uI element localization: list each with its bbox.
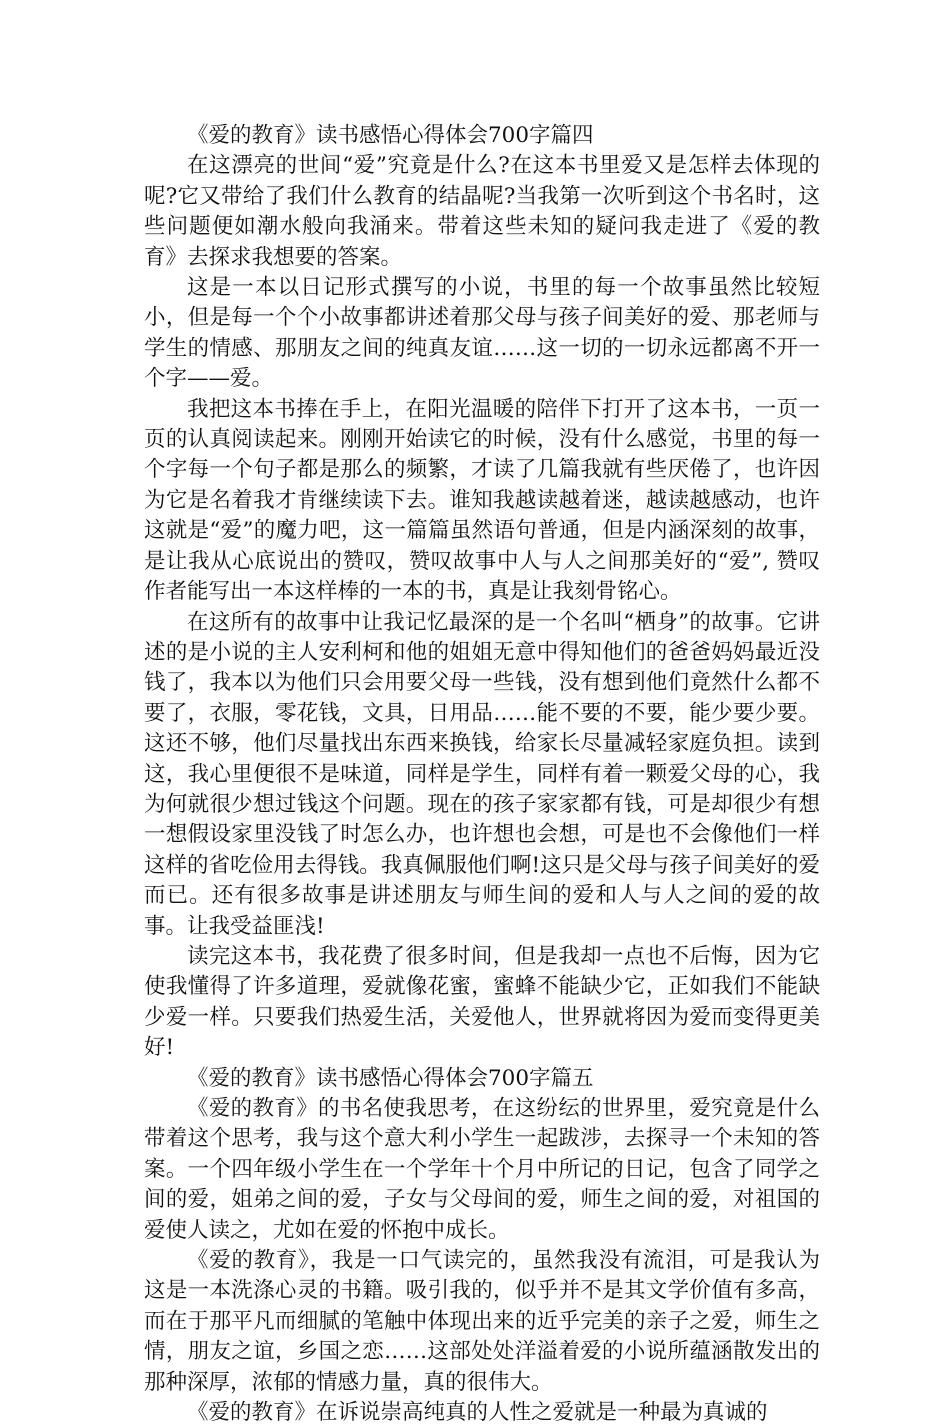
body-paragraph: 在这漂亮的世间“爱”究竟是什么?在这本书里爱又是怎样去体现的呢?它又带给了我们什么教育的结晶呢?当我第一次听到这个书名时，这些问题便如潮水般向我涌来。带着这些未知的疑问我走进了《爱的教育》去探求我想要的答案。 xyxy=(144,153,820,270)
body-paragraph: 《爱的教育》的书名使我思考，在这纷纭的世界里，爱究竟是什么带着这个思考，我与这个意大利小学生一起跋涉，去探寻一个未知的答案。一个四年级小学生在一个学年十个月中所记的日记，包含了同学之间的爱，姐弟之间的爱，子女与父母间的爱，师生之间的爱，对祖国的爱使人读之，尤如在爱的怀抱中成长。 xyxy=(144,1096,820,1243)
document-page xyxy=(144,121,820,1428)
body-paragraph: 读完这本书，我花费了很多时间，但是我却一点也不后悔，因为它使我懂得了许多道理，爱就像花蜜，蜜蜂不能缺少它，正如我们不能缺少爱一样。只要我们热爱生活，关爱他人，世界就将因为爱而变得更美好! xyxy=(144,943,820,1061)
body-paragraph: 《爱的教育》，我是一口气读完的，虽然我没有流泪，可是我认为这是一本洗涤心灵的书籍。吸引我的，似乎并不是其文学价值有多高，而在于那平凡而细腻的笔触中体现出来的近乎完美的亲子之爱，师生之情，朋友之谊，乡国之恋……这部处处洋溢着爱的小说所蕴涵散发出的那种深厚，浓郁的情感力量，真的很伟大。 xyxy=(144,1248,820,1395)
body-paragraph: 我把这本书捧在手上，在阳光温暖的陪伴下打开了这本书，一页一页的认真阅读起来。刚刚开始读它的时候，没有什么感觉，书里的每一个字每一个句子都是那么的频繁，才读了几篇我就有些厌倦了，也许因为它是名着我才肯继续读下去。谁知我越读越着迷，越读越感动，也许这就是“爱”的魔力吧，这一篇篇虽然语句普通，但是内涵深刻的故事，是让我从心底说出的赞叹，赞叹故事中人与人之间那美好的“爱”, 赞叹作者能写出一本这样棒的一本的书，真是让我刻骨铭心。 xyxy=(144,396,820,605)
body-paragraph: 在这所有的故事中让我记忆最深的是一个名叫“栖身”的故事。它讲述的是小说的主人安利柯和他的姐姐无意中得知他们的爸爸妈妈最近没钱了，我本以为他们只会用要父母一些钱，没有想到他们竟然什么都不要了，衣服，零花钱，文具，日用品……能不要的不要，能少要少要。这还不够，他们尽量找出东西来换钱，给家长尽量减轻家庭负担。读到这，我心里便很不是味道，同样是学生，同样有着一颗爱父母的心，我为何就很少想过钱这个问题。现在的孩子家家都有钱，可是却很少有想一想假设家里没钱了时怎么办，也许想也会想，可是也不会像他们一样这样的省吃俭用去得钱。我真佩服他们啊!这只是父母与孩子间美好的爱而已。还有很多故事是讲述朋友与师生间的爱和人与人之间的爱的故事。让我受益匪浅! xyxy=(144,609,820,939)
body-paragraph: 这是一本以日记形式撰写的小说，书里的每一个故事虽然比较短小，但是每一个个小故事都讲述着那父母与孩子间美好的爱、那老师与学生的情感、那朋友之间的纯真友谊……这一切的一切永远都离不开一个字——爱。 xyxy=(144,275,820,392)
body-paragraph: 《爱的教育》在诉说崇高纯真的人性之爱就是一种最为真诚的 xyxy=(187,1400,768,1426)
section-heading-5: 《爱的教育》读书感悟心得体会700字篇五 xyxy=(187,1065,594,1091)
section-heading-4: 《爱的教育》读书感悟心得体会700字篇四 xyxy=(187,123,594,148)
